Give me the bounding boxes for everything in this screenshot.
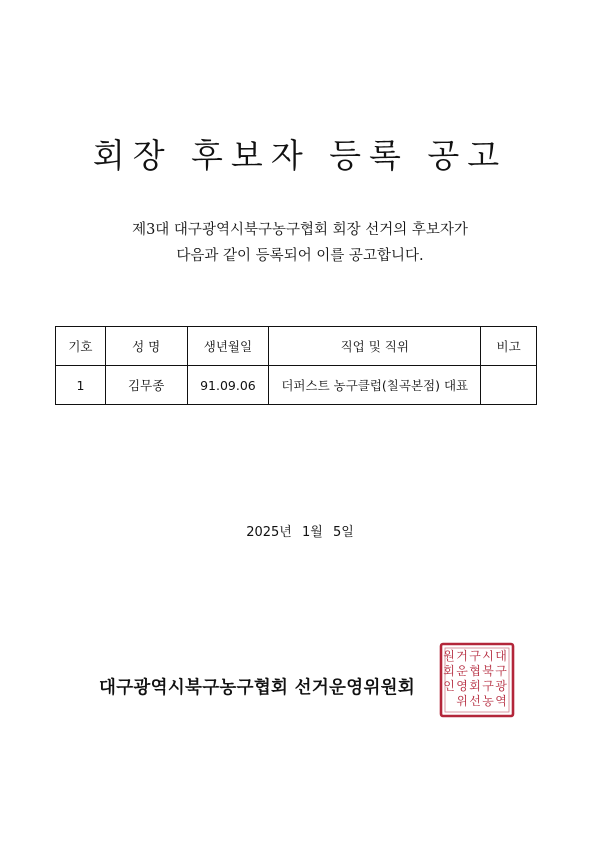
cell-remarks (481, 366, 537, 405)
header-occupation: 직업 및 직위 (269, 327, 481, 366)
svg-text:위: 위 (456, 694, 468, 708)
issuer-name: 대구광역시북구농구협회 선거운영위원회 (99, 678, 416, 698)
svg-text:광: 광 (495, 679, 507, 693)
svg-text:협: 협 (469, 664, 481, 678)
svg-text:시: 시 (482, 649, 494, 663)
announcement-intro (0, 217, 600, 269)
svg-text:운: 운 (456, 664, 468, 678)
svg-text:원: 원 (443, 649, 455, 663)
svg-text:농: 농 (482, 694, 494, 708)
official-seal-icon (437, 640, 517, 720)
svg-text:선: 선 (469, 694, 481, 708)
svg-text:구: 구 (469, 649, 481, 663)
announcement-title: 회장 후보자 등록 공고 (92, 136, 508, 175)
svg-text:인: 인 (443, 679, 455, 693)
intro-line-2: 다음과 같이 등록되어 이를 공고합니다. (176, 248, 424, 264)
table-header-row (56, 327, 537, 366)
candidate-table (55, 326, 537, 405)
announcement-date: 2025년 1월 5일 (246, 525, 354, 540)
svg-text:회: 회 (469, 679, 481, 693)
table-row (56, 366, 537, 405)
svg-text:대: 대 (495, 649, 507, 663)
header-birthdate: 생년월일 (187, 327, 269, 366)
cell-number: 1 (56, 366, 106, 405)
svg-text:구: 구 (495, 664, 507, 678)
cell-occupation: 더퍼스트 농구클럽(칠곡본점) 대표 (269, 366, 481, 405)
svg-text:구: 구 (482, 679, 494, 693)
header-remarks: 비고 (481, 327, 537, 366)
svg-text:영: 영 (456, 679, 468, 693)
header-name: 성 명 (105, 327, 187, 366)
svg-text:역: 역 (495, 694, 507, 708)
cell-name: 김무종 (105, 366, 187, 405)
cell-birthdate: 91.09.06 (187, 366, 269, 405)
svg-text:회: 회 (443, 664, 455, 678)
svg-text:북: 북 (482, 664, 494, 678)
header-number: 기호 (56, 327, 106, 366)
svg-text:거: 거 (456, 649, 468, 663)
intro-line-1: 제3대 대구광역시북구농구협회 회장 선거의 후보자가 (132, 222, 468, 238)
